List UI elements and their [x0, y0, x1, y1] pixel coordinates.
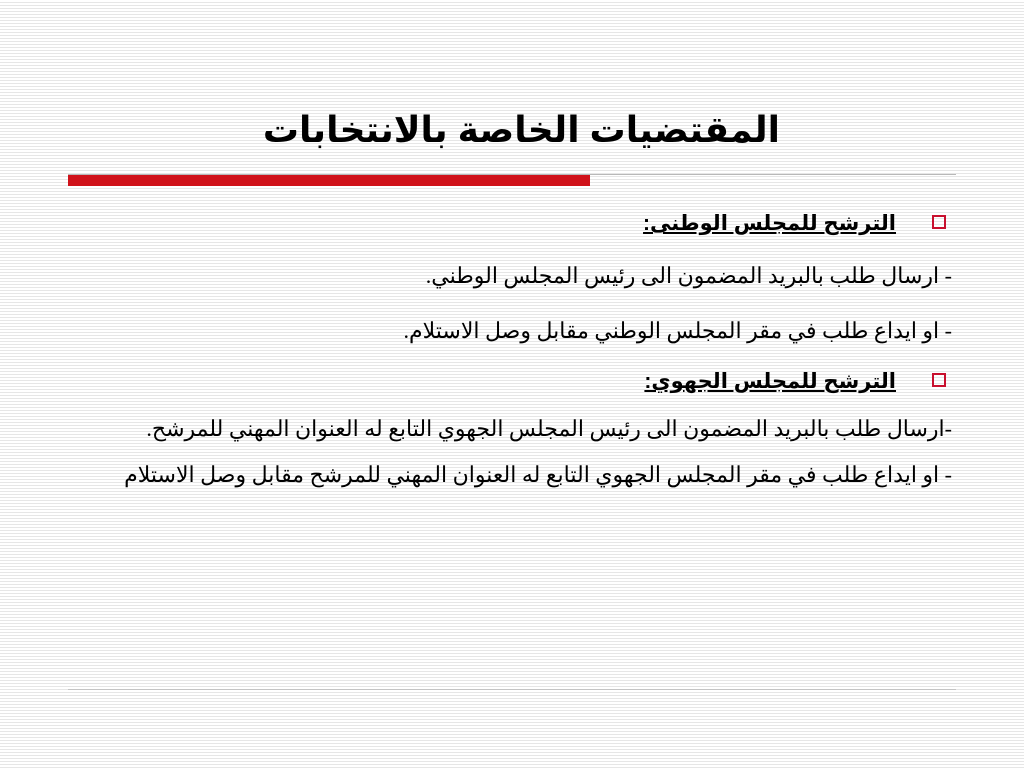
slide-title: المقتضيات الخاصة بالانتخابات	[262, 109, 780, 150]
section-heading-text: الترشح للمجلس الوطنى:	[643, 212, 896, 235]
section-regional	[90, 358, 952, 498]
list-item: - ارسال طلب بالبريد المضمون الى رئيس المجلس الوطني.	[425, 263, 952, 288]
list-item: - او ايداع طلب في مقر المجلس الوطني مقابل وصل الاستلام.	[403, 318, 952, 343]
square-outline-icon	[932, 373, 946, 387]
section-heading	[90, 358, 952, 406]
slide-content	[90, 200, 952, 498]
square-outline-icon	[932, 215, 946, 229]
title-accent-bar	[68, 175, 590, 186]
section-heading	[90, 200, 952, 248]
section-national	[90, 200, 952, 358]
list-item: - او ايداع طلب في مقر المجلس الجهوي التابع له العنوان المهني للمرشح مقابل وصل الاستلام	[124, 462, 952, 487]
section-heading-text: الترشح للمجلس الجهوي:	[644, 370, 896, 393]
list-item: -ارسال طلب بالبريد المضمون الى رئيس المجلس الجهوي التابع له العنوان المهني للمرشح.	[146, 416, 952, 441]
bottom-divider	[68, 689, 956, 690]
